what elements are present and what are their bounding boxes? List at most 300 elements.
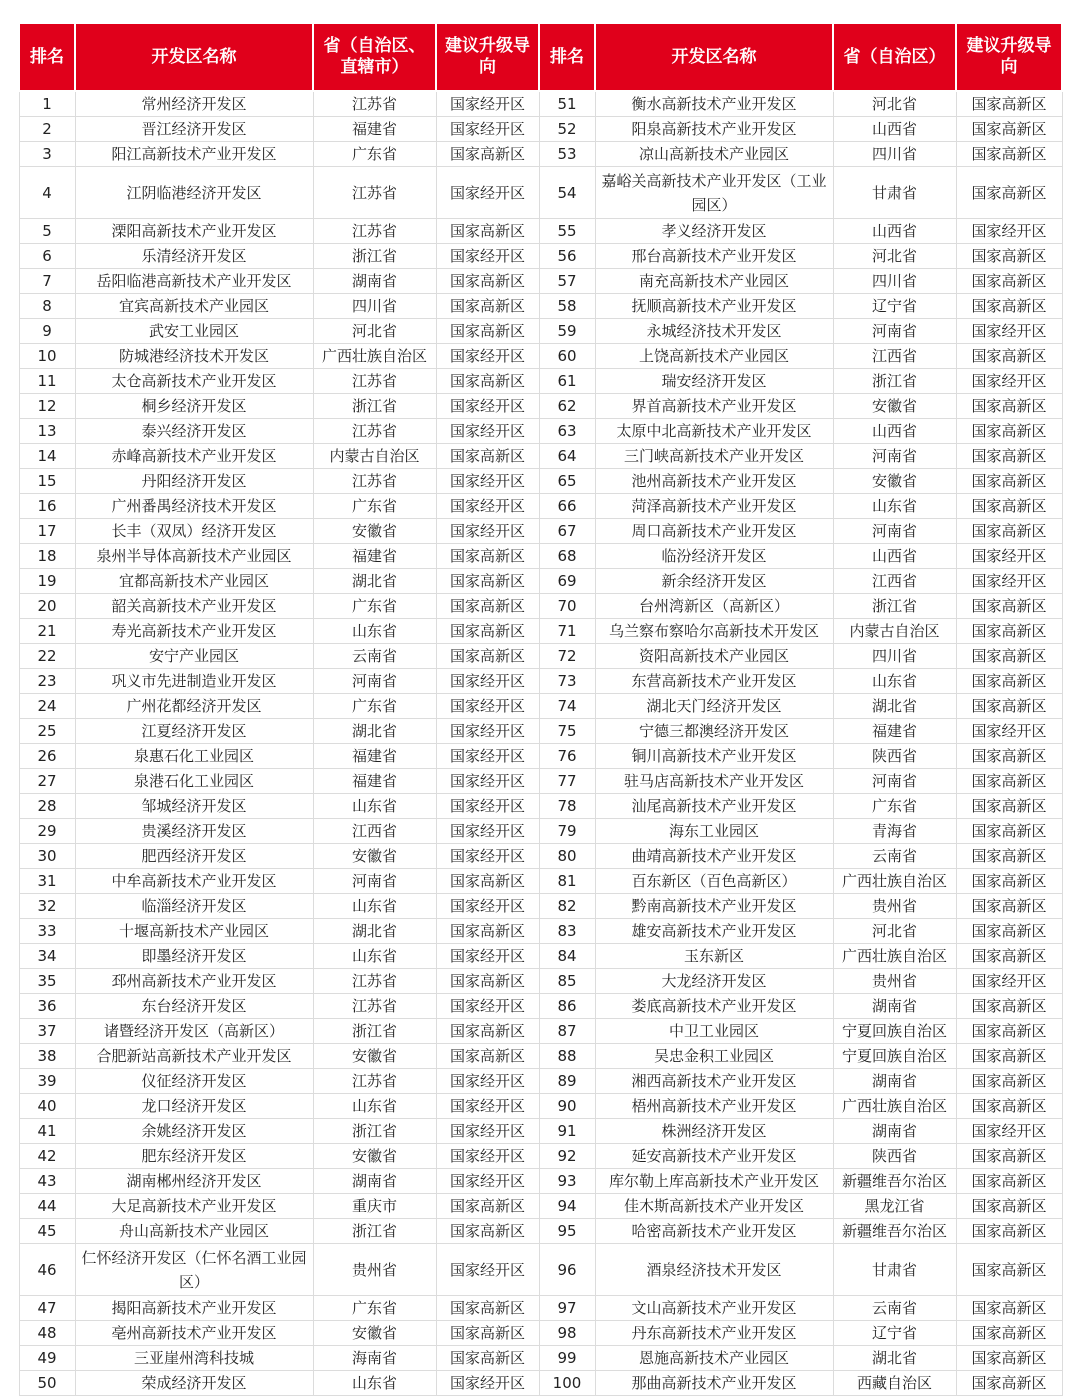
zone-name-cell: 汕尾高新技术产业开发区 — [595, 794, 833, 819]
province-cell: 浙江省 — [833, 594, 956, 619]
zone-name-cell: 广州花都经济开发区 — [75, 694, 313, 719]
rank-cell: 19 — [19, 569, 75, 594]
province-cell: 湖南省 — [833, 1119, 956, 1144]
province-cell: 广东省 — [313, 694, 436, 719]
zone-name-cell: 广州番禺经济技术开发区 — [75, 494, 313, 519]
province-cell: 山东省 — [833, 494, 956, 519]
table-row — [19, 369, 1062, 394]
province-cell: 山东省 — [313, 1094, 436, 1119]
upgrade-cell: 国家经开区 — [436, 1094, 539, 1119]
upgrade-cell: 国家高新区 — [436, 444, 539, 469]
upgrade-cell: 国家高新区 — [436, 1321, 539, 1346]
zone-name-cell: 那曲高新技术产业开发区 — [595, 1371, 833, 1396]
rank-cell: 52 — [539, 117, 595, 142]
zone-name-cell: 嘉峪关高新技术产业开发区（工业园区） — [595, 167, 833, 219]
table-row — [19, 219, 1062, 244]
zone-name-cell: 永城经济技术开发区 — [595, 319, 833, 344]
upgrade-cell: 国家高新区 — [956, 594, 1062, 619]
province-cell: 湖北省 — [313, 719, 436, 744]
province-cell: 江苏省 — [313, 369, 436, 394]
upgrade-cell: 国家高新区 — [956, 1069, 1062, 1094]
upgrade-cell: 国家高新区 — [956, 1094, 1062, 1119]
province-cell: 广东省 — [313, 594, 436, 619]
province-cell: 河北省 — [833, 919, 956, 944]
province-cell: 河南省 — [833, 769, 956, 794]
upgrade-cell: 国家高新区 — [956, 1296, 1062, 1321]
table-row — [19, 619, 1062, 644]
upgrade-cell: 国家经开区 — [956, 569, 1062, 594]
rank-cell: 57 — [539, 269, 595, 294]
zone-name-cell: 抚顺高新技术产业开发区 — [595, 294, 833, 319]
zone-name-cell: 临汾经济开发区 — [595, 544, 833, 569]
province-cell: 山西省 — [833, 544, 956, 569]
province-cell: 江苏省 — [313, 1069, 436, 1094]
province-cell: 福建省 — [313, 769, 436, 794]
upgrade-cell: 国家经开区 — [956, 319, 1062, 344]
zone-name-cell: 贵溪经济开发区 — [75, 819, 313, 844]
province-cell: 湖南省 — [833, 1069, 956, 1094]
zone-name-cell: 湘西高新技术产业开发区 — [595, 1069, 833, 1094]
province-cell: 河北省 — [833, 91, 956, 117]
province-cell: 湖南省 — [313, 1169, 436, 1194]
rank-cell: 40 — [19, 1094, 75, 1119]
upgrade-cell: 国家经开区 — [436, 117, 539, 142]
upgrade-cell: 国家高新区 — [436, 1019, 539, 1044]
zone-name-cell: 黔南高新技术产业开发区 — [595, 894, 833, 919]
province-cell: 湖北省 — [313, 569, 436, 594]
zone-name-cell: 湖北天门经济开发区 — [595, 694, 833, 719]
province-cell: 宁夏回族自治区 — [833, 1019, 956, 1044]
upgrade-cell: 国家高新区 — [956, 869, 1062, 894]
zone-name-cell: 玉东新区 — [595, 944, 833, 969]
zone-name-cell: 中卫工业园区 — [595, 1019, 833, 1044]
province-cell: 湖南省 — [833, 994, 956, 1019]
province-cell: 江苏省 — [313, 994, 436, 1019]
rank-cell: 36 — [19, 994, 75, 1019]
rank-cell: 84 — [539, 944, 595, 969]
rank-cell: 71 — [539, 619, 595, 644]
zone-name-cell: 赤峰高新技术产业开发区 — [75, 444, 313, 469]
zone-name-cell: 佳木斯高新技术产业开发区 — [595, 1194, 833, 1219]
upgrade-cell: 国家经开区 — [436, 394, 539, 419]
rank-cell: 82 — [539, 894, 595, 919]
zone-name-cell: 池州高新技术产业开发区 — [595, 469, 833, 494]
zone-name-cell: 恩施高新技术产业园区 — [595, 1346, 833, 1371]
province-cell: 山东省 — [313, 1371, 436, 1396]
rank-cell: 69 — [539, 569, 595, 594]
zone-name-cell: 仪征经济开发区 — [75, 1069, 313, 1094]
table-row — [19, 1144, 1062, 1169]
rank-cell: 62 — [539, 394, 595, 419]
rank-cell: 54 — [539, 167, 595, 219]
rank-cell: 81 — [539, 869, 595, 894]
zone-name-cell: 合肥新站高新技术产业开发区 — [75, 1044, 313, 1069]
province-cell: 安徽省 — [313, 519, 436, 544]
province-cell: 广东省 — [313, 494, 436, 519]
upgrade-cell: 国家高新区 — [956, 142, 1062, 167]
rank-cell: 48 — [19, 1321, 75, 1346]
table-row — [19, 91, 1062, 117]
upgrade-cell: 国家高新区 — [956, 1371, 1062, 1396]
table-row — [19, 167, 1062, 219]
upgrade-cell: 国家经开区 — [436, 167, 539, 219]
zone-name-cell: 凉山高新技术产业园区 — [595, 142, 833, 167]
zone-name-cell: 阳江高新技术产业开发区 — [75, 142, 313, 167]
province-cell: 山东省 — [833, 669, 956, 694]
zone-name-cell: 丹阳经济开发区 — [75, 469, 313, 494]
rank-cell: 35 — [19, 969, 75, 994]
zone-name-cell: 巩义市先进制造业开发区 — [75, 669, 313, 694]
province-cell: 甘肃省 — [833, 167, 956, 219]
upgrade-cell: 国家经开区 — [956, 1119, 1062, 1144]
table-row — [19, 142, 1062, 167]
province-cell: 福建省 — [313, 744, 436, 769]
zone-name-cell: 哈密高新技术产业开发区 — [595, 1219, 833, 1244]
upgrade-cell: 国家高新区 — [436, 919, 539, 944]
zone-name-cell: 宁德三都澳经济开发区 — [595, 719, 833, 744]
rank-cell: 51 — [539, 91, 595, 117]
table-row — [19, 969, 1062, 994]
province-cell: 福建省 — [833, 719, 956, 744]
zone-name-cell: 江阴临港经济开发区 — [75, 167, 313, 219]
upgrade-cell: 国家高新区 — [436, 142, 539, 167]
table-row — [19, 1194, 1062, 1219]
zone-name-cell: 揭阳高新技术产业开发区 — [75, 1296, 313, 1321]
province-cell: 江苏省 — [313, 419, 436, 444]
upgrade-cell: 国家高新区 — [436, 869, 539, 894]
zone-name-cell: 韶关高新技术产业开发区 — [75, 594, 313, 619]
province-cell: 陕西省 — [833, 744, 956, 769]
table-row — [19, 744, 1062, 769]
province-cell: 宁夏回族自治区 — [833, 1044, 956, 1069]
upgrade-cell: 国家经开区 — [436, 794, 539, 819]
zone-name-cell: 仁怀经济开发区（仁怀名酒工业园区） — [75, 1244, 313, 1296]
province-cell: 河南省 — [833, 444, 956, 469]
rank-cell: 6 — [19, 244, 75, 269]
header-upgrade: 建议升级导向 — [436, 23, 539, 91]
province-cell: 山西省 — [833, 219, 956, 244]
zone-name-cell: 泰兴经济开发区 — [75, 419, 313, 444]
upgrade-cell: 国家高新区 — [956, 944, 1062, 969]
table-row — [19, 1371, 1062, 1396]
rank-cell: 89 — [539, 1069, 595, 1094]
province-cell: 安徽省 — [313, 1321, 436, 1346]
province-cell: 广西壮族自治区 — [833, 1094, 956, 1119]
province-cell: 浙江省 — [313, 1119, 436, 1144]
rank-cell: 70 — [539, 594, 595, 619]
rank-cell: 55 — [539, 219, 595, 244]
rank-cell: 64 — [539, 444, 595, 469]
rank-cell: 91 — [539, 1119, 595, 1144]
upgrade-cell: 国家高新区 — [956, 1044, 1062, 1069]
rank-cell: 49 — [19, 1346, 75, 1371]
rank-cell: 26 — [19, 744, 75, 769]
table-row — [19, 469, 1062, 494]
province-cell: 安徽省 — [313, 844, 436, 869]
upgrade-cell: 国家高新区 — [436, 644, 539, 669]
province-cell: 湖北省 — [313, 919, 436, 944]
rank-cell: 37 — [19, 1019, 75, 1044]
zone-name-cell: 寿光高新技术产业开发区 — [75, 619, 313, 644]
zone-name-cell: 雄安高新技术产业开发区 — [595, 919, 833, 944]
zone-name-cell: 邢台高新技术产业开发区 — [595, 244, 833, 269]
province-cell: 新疆维吾尔治区 — [833, 1169, 956, 1194]
header-province: 省（自治区） — [833, 23, 956, 91]
province-cell: 云南省 — [833, 844, 956, 869]
province-cell: 云南省 — [833, 1296, 956, 1321]
zone-name-cell: 三门峡高新技术产业开发区 — [595, 444, 833, 469]
header-rank: 排名 — [19, 23, 75, 91]
zone-name-cell: 文山高新技术产业开发区 — [595, 1296, 833, 1321]
zone-name-cell: 丹东高新技术产业开发区 — [595, 1321, 833, 1346]
upgrade-cell: 国家高新区 — [956, 1244, 1062, 1296]
province-cell: 内蒙古自治区 — [313, 444, 436, 469]
province-cell: 山东省 — [313, 944, 436, 969]
upgrade-cell: 国家高新区 — [436, 219, 539, 244]
table-row — [19, 994, 1062, 1019]
upgrade-cell: 国家经开区 — [436, 769, 539, 794]
upgrade-cell: 国家经开区 — [436, 669, 539, 694]
upgrade-cell: 国家高新区 — [956, 1144, 1062, 1169]
zone-name-cell: 菏泽高新技术产业开发区 — [595, 494, 833, 519]
rank-cell: 45 — [19, 1219, 75, 1244]
zone-name-cell: 吴忠金积工业园区 — [595, 1044, 833, 1069]
upgrade-cell: 国家高新区 — [436, 1346, 539, 1371]
zone-name-cell: 临淄经济开发区 — [75, 894, 313, 919]
upgrade-cell: 国家经开区 — [436, 494, 539, 519]
rank-cell: 43 — [19, 1169, 75, 1194]
zone-name-cell: 资阳高新技术产业园区 — [595, 644, 833, 669]
rank-cell: 13 — [19, 419, 75, 444]
table-row — [19, 1219, 1062, 1244]
upgrade-cell: 国家高新区 — [436, 1296, 539, 1321]
table-row — [19, 1169, 1062, 1194]
rank-cell: 5 — [19, 219, 75, 244]
table-row — [19, 1119, 1062, 1144]
zone-name-cell: 瑞安经济开发区 — [595, 369, 833, 394]
upgrade-cell: 国家经开区 — [436, 894, 539, 919]
province-cell: 福建省 — [313, 117, 436, 142]
zone-name-cell: 驻马店高新技术产业开发区 — [595, 769, 833, 794]
zone-name-cell: 泉惠石化工业园区 — [75, 744, 313, 769]
upgrade-cell: 国家高新区 — [436, 369, 539, 394]
province-cell: 贵州省 — [833, 969, 956, 994]
upgrade-cell: 国家高新区 — [436, 269, 539, 294]
rank-cell: 100 — [539, 1371, 595, 1396]
table-row — [19, 669, 1062, 694]
province-cell: 安徽省 — [313, 1144, 436, 1169]
rank-cell: 47 — [19, 1296, 75, 1321]
rank-cell: 3 — [19, 142, 75, 167]
upgrade-cell: 国家高新区 — [956, 1019, 1062, 1044]
zone-name-cell: 阳泉高新技术产业开发区 — [595, 117, 833, 142]
province-cell: 广西壮族自治区 — [833, 869, 956, 894]
upgrade-cell: 国家经开区 — [436, 844, 539, 869]
rank-cell: 68 — [539, 544, 595, 569]
zone-name-cell: 武安工业园区 — [75, 319, 313, 344]
table-row — [19, 494, 1062, 519]
province-cell: 江苏省 — [313, 91, 436, 117]
zone-name-cell: 大龙经济开发区 — [595, 969, 833, 994]
rank-cell: 2 — [19, 117, 75, 142]
upgrade-cell: 国家高新区 — [956, 519, 1062, 544]
ranking-table-container — [18, 22, 1061, 1396]
upgrade-cell: 国家高新区 — [956, 1194, 1062, 1219]
province-cell: 四川省 — [833, 269, 956, 294]
table-row — [19, 794, 1062, 819]
rank-cell: 11 — [19, 369, 75, 394]
rank-cell: 38 — [19, 1044, 75, 1069]
province-cell: 西藏自治区 — [833, 1371, 956, 1396]
rank-cell: 67 — [539, 519, 595, 544]
table-row — [19, 394, 1062, 419]
upgrade-cell: 国家高新区 — [956, 419, 1062, 444]
rank-cell: 33 — [19, 919, 75, 944]
rank-cell: 86 — [539, 994, 595, 1019]
rank-cell: 29 — [19, 819, 75, 844]
zone-name-cell: 铜川高新技术产业开发区 — [595, 744, 833, 769]
table-row — [19, 294, 1062, 319]
zone-name-cell: 宜都高新技术产业园区 — [75, 569, 313, 594]
zone-name-cell: 余姚经济开发区 — [75, 1119, 313, 1144]
rank-cell: 53 — [539, 142, 595, 167]
upgrade-cell: 国家高新区 — [956, 744, 1062, 769]
zone-name-cell: 泉港石化工业园区 — [75, 769, 313, 794]
table-row — [19, 117, 1062, 142]
province-cell: 广东省 — [833, 794, 956, 819]
zone-name-cell: 大足高新技术产业开发区 — [75, 1194, 313, 1219]
rank-cell: 60 — [539, 344, 595, 369]
province-cell: 安徽省 — [833, 394, 956, 419]
table-row — [19, 894, 1062, 919]
zone-name-cell: 湖南郴州经济开发区 — [75, 1169, 313, 1194]
upgrade-cell: 国家经开区 — [956, 219, 1062, 244]
province-cell: 江苏省 — [313, 219, 436, 244]
zone-name-cell: 江夏经济开发区 — [75, 719, 313, 744]
zone-name-cell: 乐清经济开发区 — [75, 244, 313, 269]
rank-cell: 10 — [19, 344, 75, 369]
rank-cell: 23 — [19, 669, 75, 694]
province-cell: 海南省 — [313, 1346, 436, 1371]
table-row — [19, 444, 1062, 469]
zone-name-cell: 界首高新技术产业开发区 — [595, 394, 833, 419]
rank-cell: 61 — [539, 369, 595, 394]
upgrade-cell: 国家高新区 — [956, 167, 1062, 219]
table-row — [19, 269, 1062, 294]
rank-cell: 88 — [539, 1044, 595, 1069]
table-header-row — [19, 23, 1062, 91]
rank-cell: 83 — [539, 919, 595, 944]
rank-cell: 85 — [539, 969, 595, 994]
rank-cell: 14 — [19, 444, 75, 469]
upgrade-cell: 国家高新区 — [956, 1346, 1062, 1371]
upgrade-cell: 国家经开区 — [436, 1244, 539, 1296]
rank-cell: 42 — [19, 1144, 75, 1169]
zone-name-cell: 亳州高新技术产业开发区 — [75, 1321, 313, 1346]
zone-name-cell: 肥东经济开发区 — [75, 1144, 313, 1169]
table-row — [19, 869, 1062, 894]
zone-name-cell: 上饶高新技术产业园区 — [595, 344, 833, 369]
rank-cell: 75 — [539, 719, 595, 744]
province-cell: 浙江省 — [313, 1019, 436, 1044]
province-cell: 江苏省 — [313, 969, 436, 994]
rank-cell: 93 — [539, 1169, 595, 1194]
province-cell: 辽宁省 — [833, 294, 956, 319]
rank-cell: 44 — [19, 1194, 75, 1219]
upgrade-cell: 国家经开区 — [436, 819, 539, 844]
upgrade-cell: 国家经开区 — [436, 1119, 539, 1144]
zone-name-cell: 桐乡经济开发区 — [75, 394, 313, 419]
table-row — [19, 244, 1062, 269]
rank-cell: 92 — [539, 1144, 595, 1169]
rank-cell: 21 — [19, 619, 75, 644]
zone-name-cell: 周口高新技术产业开发区 — [595, 519, 833, 544]
upgrade-cell: 国家高新区 — [956, 494, 1062, 519]
province-cell: 广东省 — [313, 142, 436, 167]
header-rank: 排名 — [539, 23, 595, 91]
province-cell: 浙江省 — [833, 369, 956, 394]
zone-name-cell: 新余经济开发区 — [595, 569, 833, 594]
upgrade-cell: 国家高新区 — [436, 319, 539, 344]
rank-cell: 22 — [19, 644, 75, 669]
upgrade-cell: 国家高新区 — [956, 394, 1062, 419]
upgrade-cell: 国家经开区 — [436, 1169, 539, 1194]
rank-cell: 4 — [19, 167, 75, 219]
province-cell: 江西省 — [833, 344, 956, 369]
rank-cell: 90 — [539, 1094, 595, 1119]
province-cell: 河南省 — [313, 669, 436, 694]
zone-name-cell: 中牟高新技术产业开发区 — [75, 869, 313, 894]
rank-cell: 56 — [539, 244, 595, 269]
table-row — [19, 569, 1062, 594]
table-row — [19, 419, 1062, 444]
upgrade-cell: 国家高新区 — [956, 1321, 1062, 1346]
zone-name-cell: 乌兰察布察哈尔高新技术开发区 — [595, 619, 833, 644]
table-row — [19, 1069, 1062, 1094]
province-cell: 广东省 — [313, 1296, 436, 1321]
zone-name-cell: 十堰高新技术产业园区 — [75, 919, 313, 944]
province-cell: 河南省 — [313, 869, 436, 894]
province-cell: 江西省 — [833, 569, 956, 594]
zone-name-cell: 泉州半导体高新技术产业园区 — [75, 544, 313, 569]
province-cell: 青海省 — [833, 819, 956, 844]
rank-cell: 97 — [539, 1296, 595, 1321]
rank-cell: 79 — [539, 819, 595, 844]
upgrade-cell: 国家经开区 — [436, 1069, 539, 1094]
table-row — [19, 1296, 1062, 1321]
upgrade-cell: 国家高新区 — [956, 269, 1062, 294]
rank-cell: 41 — [19, 1119, 75, 1144]
rank-cell: 32 — [19, 894, 75, 919]
rank-cell: 95 — [539, 1219, 595, 1244]
province-cell: 河南省 — [833, 319, 956, 344]
province-cell: 新疆维吾尔治区 — [833, 1219, 956, 1244]
province-cell: 黑龙江省 — [833, 1194, 956, 1219]
table-row — [19, 1094, 1062, 1119]
zone-name-cell: 常州经济开发区 — [75, 91, 313, 117]
upgrade-cell: 国家经开区 — [436, 1371, 539, 1396]
zone-name-cell: 延安高新技术产业开发区 — [595, 1144, 833, 1169]
upgrade-cell: 国家高新区 — [436, 569, 539, 594]
table-row — [19, 644, 1062, 669]
province-cell: 四川省 — [313, 294, 436, 319]
province-cell: 山西省 — [833, 419, 956, 444]
zone-name-cell: 梧州高新技术产业开发区 — [595, 1094, 833, 1119]
rank-cell: 12 — [19, 394, 75, 419]
province-cell: 内蒙古自治区 — [833, 619, 956, 644]
header-province: 省（自治区、直辖市） — [313, 23, 436, 91]
table-row — [19, 919, 1062, 944]
